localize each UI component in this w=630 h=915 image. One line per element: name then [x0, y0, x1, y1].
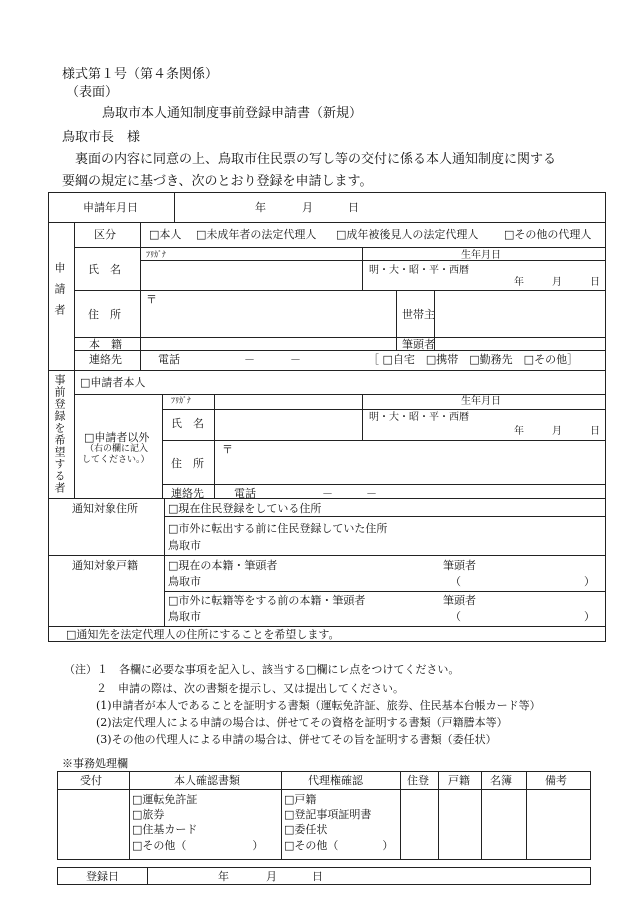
notify-register-former-paren-close: ）	[584, 610, 595, 623]
note-2: ２ 申請の際は、次の書類を提示し、又は提出してください。	[96, 682, 404, 695]
registrant-contact-label: 連絡先	[171, 487, 204, 500]
office-header-roster: 名簿	[490, 774, 512, 787]
registrant-phone-dash-2: －	[366, 487, 377, 500]
applicant-birthdate-label: 生年月日	[461, 250, 501, 261]
registrant-self-option[interactable]: □申請者本人	[80, 376, 146, 389]
notify-register-label: 通知対象戸籍	[72, 559, 138, 572]
applicant-category-minor-rep[interactable]: □未成年者の法定代理人	[196, 228, 317, 241]
applicant-furigana-label: ﾌﾘｶﾞﾅ	[146, 250, 166, 259]
applicant-category-label: 区分	[94, 228, 116, 241]
applicant-name-label: 氏 名	[88, 263, 121, 276]
addressee: 鳥取市長 様	[62, 130, 141, 145]
applicant-phone-dash-2: －	[290, 353, 301, 366]
applicant-domicile-label: 本 籍	[89, 338, 122, 351]
note-2-sub-2: (2)法定代理人による申請の場合は、併せてその資格を証明する書類（戸籍謄本等）	[96, 716, 508, 729]
notify-address-label: 通知対象住所	[72, 502, 138, 515]
notify-register-current-paren-open: （	[450, 575, 461, 588]
office-header-id-docs: 本人確認書類	[174, 774, 240, 787]
notify-register-current-city: 鳥取市	[168, 575, 201, 588]
agency-doc-registry-cert[interactable]: □登記事項証明書	[284, 808, 372, 821]
office-header-agency: 代理権確認	[308, 774, 363, 787]
notify-register-current-option[interactable]: □現在の本籍・筆頭者	[168, 559, 278, 572]
registrant-phone-dash-1: －	[322, 487, 333, 500]
office-section-title: ※事務処理欄	[62, 757, 128, 770]
applicant-householder-label: 世帯主	[402, 308, 435, 321]
note-1: （注）１ 各欄に必要な事項を記入し、該当する□欄にレ点をつけてください。	[64, 663, 460, 676]
registrant-other-note-2: してください。）	[82, 455, 150, 465]
registrant-other-option[interactable]: □申請者以外	[84, 431, 150, 444]
agency-doc-family-register[interactable]: □戸籍	[284, 793, 317, 806]
registrant-birthdate-label: 生年月日	[461, 396, 501, 407]
form-side: （表面）	[66, 85, 119, 100]
id-doc-basic-card[interactable]: □住基カード	[132, 823, 198, 836]
intro-line-2: 要綱の規定に基づき、次のとおり登録を申請します。	[62, 174, 373, 189]
registrant-other-note-1: （右の欄に記入	[85, 444, 149, 454]
registrant-furigana-label: ﾌﾘｶﾞﾅ	[171, 396, 191, 405]
applicant-contact-label: 連絡先	[89, 353, 122, 366]
office-header-reception: 受付	[80, 774, 102, 787]
id-doc-license[interactable]: □運転免許証	[132, 793, 198, 806]
registered-date-label: 登録日	[86, 870, 119, 883]
application-date-label: 申請年月日	[83, 201, 138, 214]
application-date-day: 日	[348, 201, 359, 214]
legal-rep-address-option[interactable]: □通知先を法定代理人の住所にすることを希望します。	[66, 628, 340, 641]
registered-date-month: 月	[266, 870, 277, 883]
registered-date-day: 日	[312, 870, 323, 883]
notify-address-city: 鳥取市	[168, 539, 201, 552]
office-header-register: 戸籍	[448, 774, 470, 787]
registrant-section-label: 事前登録を希望する者	[53, 374, 66, 494]
registered-date-year: 年	[218, 870, 229, 883]
office-header-remarks: 備考	[545, 774, 567, 787]
notify-register-current-paren-close: ）	[584, 575, 595, 588]
registrant-era-options[interactable]: 明・大・昭・平・西暦	[369, 412, 469, 423]
agency-doc-other[interactable]: □その他（ ）	[284, 839, 394, 852]
notify-address-current-option[interactable]: □現在住民登録をしている住所	[168, 502, 322, 515]
agency-doc-power-of-attorney[interactable]: □委任状	[284, 823, 328, 836]
notify-address-former-option[interactable]: □市外に転出する前に住民登録していた住所	[168, 522, 388, 535]
intro-line-1: 裏面の内容に同意の上、鳥取市住民票の写し等の交付に係る本人通知制度に関する	[75, 152, 557, 167]
registrant-birth-year: 年	[514, 426, 524, 437]
applicant-category-guardian-rep[interactable]: □成年被後見人の法定代理人	[336, 228, 479, 241]
notify-register-former-city: 鳥取市	[168, 610, 201, 623]
form-title: 鳥取市本人通知制度事前登録申請書（新規）	[102, 106, 363, 121]
registrant-birth-month: 月	[552, 426, 562, 437]
notify-register-former-option[interactable]: □市外に転籍等をする前の本籍・筆頭者	[168, 594, 366, 607]
application-date-month: 月	[302, 201, 313, 214]
applicant-postal-mark: 〒	[146, 293, 157, 306]
notify-register-former-head-label: 筆頭者	[443, 594, 476, 607]
registrant-name-label: 氏 名	[171, 417, 204, 430]
registrant-phone-label: 電話	[234, 487, 256, 500]
applicant-category-self[interactable]: □本人	[149, 228, 182, 241]
note-2-sub-1: (1)申請者が本人であることを証明する書類（運転免許証、旅券、住民基本台帳カード等）	[96, 699, 541, 712]
applicant-birth-year: 年	[514, 277, 524, 288]
form-number: 様式第１号（第４条関係）	[62, 67, 219, 82]
registrant-address-label: 住 所	[171, 457, 204, 470]
applicant-phone-dash-1: －	[244, 353, 255, 366]
applicant-era-options[interactable]: 明・大・昭・平・西暦	[369, 265, 469, 276]
id-doc-passport[interactable]: □旅券	[132, 808, 165, 821]
note-2-sub-3: (3)その他の代理人による申請の場合は、併せてその旨を証明する書類（委任状）	[96, 733, 497, 746]
office-header-residence: 住登	[407, 774, 429, 787]
applicant-family-head-label: 筆頭者	[402, 338, 435, 351]
notify-register-former-paren-open: （	[450, 610, 461, 623]
notify-register-current-head-label: 筆頭者	[443, 559, 476, 572]
applicant-address-label: 住 所	[88, 308, 121, 321]
applicant-birth-day: 日	[590, 277, 600, 288]
applicant-phone-type-options[interactable]: ［ □自宅 □携帯 □勤務先 □その他］	[368, 353, 579, 366]
applicant-phone-label: 電話	[158, 353, 180, 366]
applicant-section-label: 申請者	[53, 262, 66, 325]
registrant-postal-mark: 〒	[222, 443, 233, 456]
application-date-year: 年	[255, 201, 266, 214]
applicant-birth-month: 月	[552, 277, 562, 288]
applicant-category-other-rep[interactable]: □その他の代理人	[504, 228, 592, 241]
id-doc-other[interactable]: □その他（ ）	[132, 839, 264, 852]
registrant-birth-day: 日	[590, 426, 600, 437]
